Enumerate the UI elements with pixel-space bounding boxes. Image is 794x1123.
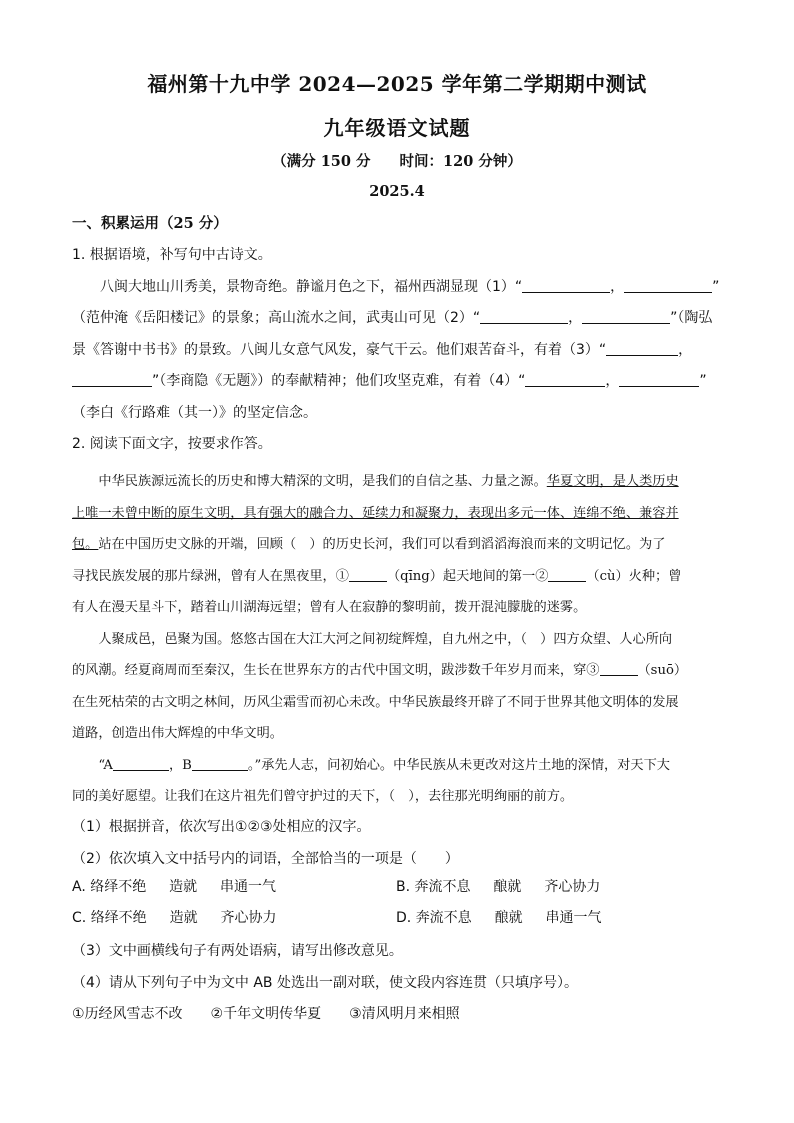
sub-question-4: （4）请从下列句子中为文中 AB 处选出一副对联，使文段内容连贯（只填序号）。 — [72, 974, 578, 991]
option-c[interactable]: C. 络绎不绝 造就 齐心协力 — [72, 910, 277, 926]
sub-question-3: （3）文中画横线句子有两处语病，请写出修改意见。 — [72, 943, 403, 959]
q1-line-2: （范仲淹《岳阳楼记》的景象；高山流水之间，武夷山可见（2）“ ， ”（陶弘 — [72, 310, 713, 326]
option-row — [72, 907, 722, 938]
exam-date: 2025.4 — [369, 183, 425, 200]
passage-paragraph-2: 人聚成邑，邑聚为国。悠悠古国在大江大河之间初绽辉煌，自九州之中，（ ）四方众望、人心所向 的风潮。经夏商周而至秦汉，生长在世界东方的古代中国文明，跋涉数千年岁月而来，穿③ （suō） 在生死枯荣的古文明之林间，历风尘霜雪而初心未改。中华民族最终开辟了不同于世界其他文明体的发展 道路，创造出伟大辉煌的中华文明。 — [72, 631, 688, 741]
q2-subquestions — [72, 812, 722, 875]
q2-stem: 2. 阅读下面文字，按要求作答。 — [72, 436, 272, 452]
answer-blank[interactable] — [522, 278, 610, 293]
answer-blank[interactable] — [480, 309, 568, 324]
answer-blank[interactable] — [619, 372, 699, 387]
couplet-choices: ①历经风雪志不改 ②千年文明传华夏 ③清风明月来相照 — [72, 1006, 460, 1022]
answer-blank[interactable] — [113, 756, 169, 770]
answer-blank[interactable] — [600, 662, 638, 676]
answer-blank[interactable] — [192, 756, 248, 770]
option-d[interactable]: D. 奔流不息 酿就 串通一气 — [396, 910, 602, 926]
q1-line-3: 景《答谢中书书》的景致。八闽儿女意气风发，豪气干云。他们艰苦奋斗，有着（3）“ ， — [72, 341, 693, 358]
subject-title: 九年级语文试题 — [323, 116, 471, 140]
choice-options — [72, 876, 722, 938]
underlined-sentence: 华夏文明，是人类历史 — [546, 474, 679, 489]
q1-line-4: ”（李商隐《无题》）的奉献精神；他们攻坚克难，有着（4）“ ， ” — [72, 366, 722, 398]
option-row — [72, 876, 722, 907]
reading-passage — [72, 466, 722, 813]
answer-blank[interactable] — [548, 567, 586, 581]
answer-blank[interactable] — [525, 372, 605, 387]
answer-blank[interactable] — [606, 341, 678, 356]
sub-question-1: （1）根据拼音，依次写出①②③处相应的汉字。 — [72, 819, 371, 835]
option-b[interactable]: B. 奔流不息 酿就 齐心协力 — [396, 879, 601, 895]
underlined-sentence: 上唯一未曾中断的原生文明，具有强大的融合力、延续力和凝聚力，表现出多元一体、连绵不绝、兼容并 — [72, 505, 679, 521]
q1-line-5: （李白《行路难（其一）》的坚定信念。 — [72, 404, 317, 421]
sub-question-2: （2）依次填入文中括号内的词语，全部恰当的一项是（ ） — [72, 850, 459, 867]
answer-blank[interactable] — [624, 278, 712, 293]
school-title: 福州第十九中学 2024—2025 学年第二学期期中测试 — [147, 72, 647, 96]
answer-blank[interactable] — [72, 372, 152, 387]
answer-blank[interactable] — [582, 309, 670, 324]
score-time: （满分 150 分 时间：120 分钟） — [272, 153, 522, 170]
question-1 — [72, 240, 722, 461]
section-heading: 一、积累运用（25 分） — [72, 215, 228, 232]
answer-blank[interactable] — [349, 567, 387, 581]
passage-paragraph-3: “A ，B 。”承先人志，问初始心。中华民族从未更改对这片土地的深情，对天下大 同的美好愿望。让我们在这片祖先们曾守护过的天下，（ ），去往那光明绚丽的前方。 — [72, 757, 670, 804]
q2-subquestions-2 — [72, 936, 722, 1031]
q1-stem: 1. 根据语境，补写句中古诗文。 — [72, 247, 272, 263]
passage-paragraph-1: 中华民族源远流长的历史和博大精深的文明，是我们的自信之基、力量之源。华夏文明，是人类历史 上唯一未曾中断的原生文明，具有强大的融合力、延续力和凝聚力，表现出多元一体、连绵不绝、兼容并 包。站在中国历史文脉的开端，回顾（ ）的历史长河，我们可以看到滔滔海浪而来的文明记忆。为了 寻找民族发展的那片绿洲，曾有人在黑夜里，① （qīng）起天地间的第一② （cù）火种；曾 有人在漫天星斗下，踏着山川湖海远望；曾有人在寂静的黎明前，拨开混沌朦胧的迷雾。 — [72, 474, 682, 615]
underlined-sentence: 包。 — [72, 537, 99, 552]
option-a[interactable]: A. 络绎不绝 造就 串通一气 — [72, 879, 277, 895]
q1-line-1: 八闽大地山川秀美，景物奇绝。静谧月色之下，福州西湖显现（1）“ ， ” — [100, 278, 720, 295]
